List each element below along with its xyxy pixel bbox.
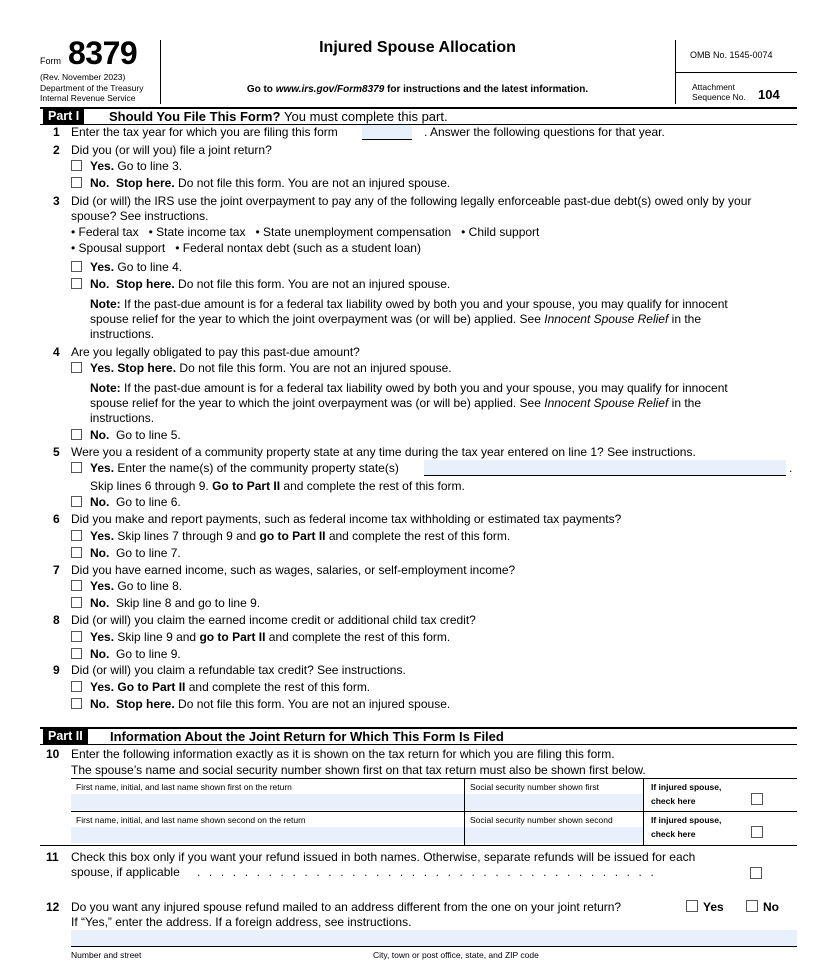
sequence-number: 104: [758, 87, 780, 102]
omb-divider: [675, 72, 797, 73]
row2-injured-checkbox[interactable]: [751, 826, 763, 838]
line-9-no: No. Stop here. Do not file this form. You are not an injured spouse.: [90, 697, 451, 711]
row2-col-sep-2: [643, 811, 644, 845]
row1-col-sep-2: [643, 778, 644, 812]
line-5-skip: Skip lines 6 through 9. Go to Part II and complete the rest of this form.: [90, 479, 465, 493]
line-6-text: Did you make and report payments, such as federal income tax withholding or estimated tax payments?: [71, 512, 622, 526]
line-3-note1: Note: If the past-due amount is for a federal tax liability owed by both you and your spouse, you may qualify for innocent: [90, 297, 728, 311]
line-12-num: 12: [46, 900, 60, 914]
line-4-yes: Yes. Stop here. Do not file this form. You are not an injured spouse.: [90, 361, 452, 375]
line-4-note2: spouse relief for the year to which the joint overpayment was (or will be) applied. See Innocent Spouse Relief in the: [90, 396, 702, 410]
line-1-text: Enter the tax year for which you are filing this form: [71, 125, 338, 139]
line-8-yes: Yes. Skip line 9 and go to Part II and complete the rest of this form.: [90, 630, 451, 644]
line-3-note2: spouse relief for the year to which the joint overpayment was (or will be) applied. See Innocent Spouse Relief in the: [90, 312, 702, 326]
line-5-period: .: [789, 461, 793, 475]
line-3-no-checkbox[interactable]: [71, 278, 82, 289]
community-property-state-input[interactable]: [424, 460, 786, 476]
tax-year-input[interactable]: [362, 125, 412, 140]
line-8-text: Did (or will) you claim the earned income credit or additional child tax credit?: [71, 613, 476, 627]
revision-date: (Rev. November 2023): [40, 72, 126, 82]
line-8-no: No. Go to line 9.: [90, 647, 181, 661]
line-6-no: No. Go to line 7.: [90, 546, 181, 560]
part1-title-bold: Should You File This Form?: [109, 109, 281, 124]
line-8-num: 8: [53, 613, 60, 627]
line-4-no: No. Go to line 5.: [90, 428, 181, 442]
line-12-text1: Do you want any injured spouse refund mailed to an address different from the one on your joint return?: [71, 900, 622, 914]
line-6-yes: Yes. Skip lines 7 through 9 and go to Part II and complete the rest of this form.: [90, 529, 511, 543]
form-title: Injured Spouse Allocation: [319, 39, 516, 56]
first-spouse-name-input[interactable]: [71, 794, 464, 810]
line-12-yes-label: Yes: [703, 900, 724, 914]
sequence-label: Sequence No.: [692, 92, 746, 102]
row2-injured-label1: If injured spouse,: [651, 815, 722, 825]
row1-injured-checkbox[interactable]: [751, 793, 763, 805]
row2-ssn-label: Social security number shown second: [470, 815, 613, 825]
line-2-yes-checkbox[interactable]: [71, 160, 82, 171]
second-spouse-ssn-input[interactable]: [465, 827, 643, 843]
part1-subtitle: You must complete this part.: [284, 109, 448, 124]
line-3-bullets1: • Federal tax • State income tax • State unemployment compensation • Child support: [71, 225, 540, 239]
line-7-num: 7: [53, 563, 60, 577]
line-4-note3: instructions.: [90, 411, 155, 425]
line-2-num: 2: [53, 143, 60, 157]
line-12-no-checkbox[interactable]: [746, 900, 758, 912]
line-6-num: 6: [53, 512, 60, 526]
agency: Internal Revenue Service: [40, 93, 136, 103]
line-12-no-label: No: [763, 900, 779, 914]
line-3-text2: spouse? See instructions.: [71, 209, 209, 223]
line-2-text: Did you (or will you) file a joint return?: [71, 143, 272, 157]
goto-suffix: for instructions and the latest information.: [384, 84, 589, 95]
city-label: City, town or post office, state, and ZIP code: [373, 950, 539, 960]
line-7-no: No. Skip line 8 and go to line 9.: [90, 596, 261, 610]
omb-number: OMB No. 1545-0074: [690, 50, 773, 60]
line-9-yes: Yes. Go to Part II and complete the rest of this form.: [90, 680, 371, 694]
attachment-label: Attachment: [692, 82, 735, 92]
line-3-note3: instructions.: [90, 327, 155, 341]
line-12-text2: If “Yes,” enter the address. If a foreign address, see instructions.: [71, 915, 412, 929]
row1-injured-label1: If injured spouse,: [651, 782, 722, 792]
line-7-yes: Yes. Go to line 8.: [90, 579, 183, 593]
line-3-bullets2: • Spousal support • Federal nontax debt (such as a student loan): [71, 241, 421, 255]
row1-ssn-label: Social security number shown first: [470, 782, 599, 792]
part2-tag: Part II: [43, 729, 88, 744]
line-5-yes-checkbox[interactable]: [71, 462, 82, 473]
line-6-no-checkbox[interactable]: [71, 547, 82, 558]
line-2-yes: Yes. Go to line 3.: [90, 159, 183, 173]
table-top-rule: [71, 778, 797, 779]
part2-title-rule: [40, 744, 797, 745]
line-9-text: Did (or will) you claim a refundable tax credit? See instructions.: [71, 663, 406, 677]
line-5-no-checkbox[interactable]: [71, 496, 82, 507]
first-spouse-ssn-input[interactable]: [465, 794, 643, 810]
line-12-yes-checkbox[interactable]: [686, 900, 698, 912]
line-5-no: No. Go to line 6.: [90, 495, 181, 509]
line-3-text1: Did (or will) the IRS use the joint overpayment to pay any of the following legally enforceable past-due debt(s) owed only by your: [71, 194, 752, 208]
line-11-leader-dots: .......................................: [197, 865, 663, 879]
line-9-num: 9: [53, 663, 60, 677]
form-label: Form: [40, 56, 61, 66]
line-7-text: Did you have earned income, such as wages, salaries, or self-employment income?: [71, 563, 516, 577]
line-4-text: Are you legally obligated to pay this past-due amount?: [71, 345, 360, 359]
line-8-no-checkbox[interactable]: [71, 648, 82, 659]
irs-url[interactable]: www.irs.gov/Form8379: [275, 84, 385, 95]
line-1-num: 1: [53, 125, 60, 139]
line-7-yes-checkbox[interactable]: [71, 580, 82, 591]
line-8-yes-checkbox[interactable]: [71, 631, 82, 642]
department: Department of the Treasury: [40, 83, 144, 93]
line-9-no-checkbox[interactable]: [71, 698, 82, 709]
line-11-text2: spouse, if applicable: [71, 865, 180, 879]
form-number: 8379: [68, 35, 138, 71]
instructions-line: [160, 83, 675, 97]
line-2-no-checkbox[interactable]: [71, 177, 82, 188]
part1-tag: Part I: [43, 109, 84, 124]
line-6-yes-checkbox[interactable]: [71, 530, 82, 541]
line-5-num: 5: [53, 445, 60, 459]
line-5-text: Were you a resident of a community property state at any time during the tax year entered on line 1? See instructions.: [71, 445, 696, 459]
line-1-after: . Answer the following questions for that year.: [424, 125, 665, 139]
part1-title: [109, 109, 448, 124]
line-9-yes-checkbox[interactable]: [71, 681, 82, 692]
line-4-no-checkbox[interactable]: [71, 429, 82, 440]
line-5-yes: Yes. Enter the name(s) of the community property state(s): [90, 461, 399, 475]
goto-prefix: Go to: [246, 84, 276, 95]
line-10-text2: The spouse’s name and social security number shown first on that tax return must also be shown first below.: [71, 763, 646, 777]
line-4-num: 4: [53, 345, 60, 359]
line-2-no: No. Stop here. Do not file this form. You are not an injured spouse.: [90, 176, 451, 190]
line-7-no-checkbox[interactable]: [71, 597, 82, 608]
row2-name-label: First name, initial, and last name shown second on the return: [76, 815, 306, 825]
line-10-num: 10: [46, 747, 60, 761]
line-4-yes-checkbox[interactable]: [71, 362, 82, 373]
row1-name-label: First name, initial, and last name shown first on the return: [76, 782, 292, 792]
line-11-checkbox[interactable]: [750, 867, 762, 879]
line-3-no: No. Stop here. Do not file this form. You are not an injured spouse.: [90, 277, 451, 291]
line-3-num: 3: [53, 194, 60, 208]
row2-bottom-rule: [40, 845, 797, 846]
line-3-yes: Yes. Go to line 4.: [90, 260, 183, 274]
row2-injured-label2: check here: [651, 829, 696, 839]
row1-bottom-rule: [71, 811, 797, 812]
second-spouse-name-input[interactable]: [71, 827, 464, 843]
line-10-text1: Enter the following information exactly as it is shown on the tax return for which you are filing this form.: [71, 747, 615, 761]
line-11-num: 11: [46, 850, 59, 864]
part2-title: Information About the Joint Return for Which This Form Is Filed: [110, 729, 504, 744]
row1-injured-label2: check here: [651, 796, 696, 806]
line-3-yes-checkbox[interactable]: [71, 261, 82, 272]
line-11-text1: Check this box only if you want your refund issued in both names. Otherwise, separate refunds will be issued for each: [71, 850, 696, 864]
street-label: Number and street: [71, 950, 142, 960]
address-input[interactable]: [71, 930, 797, 947]
line-4-note1: Note: If the past-due amount is for a federal tax liability owed by both you and your spouse, you may qualify for innocent: [90, 381, 728, 395]
